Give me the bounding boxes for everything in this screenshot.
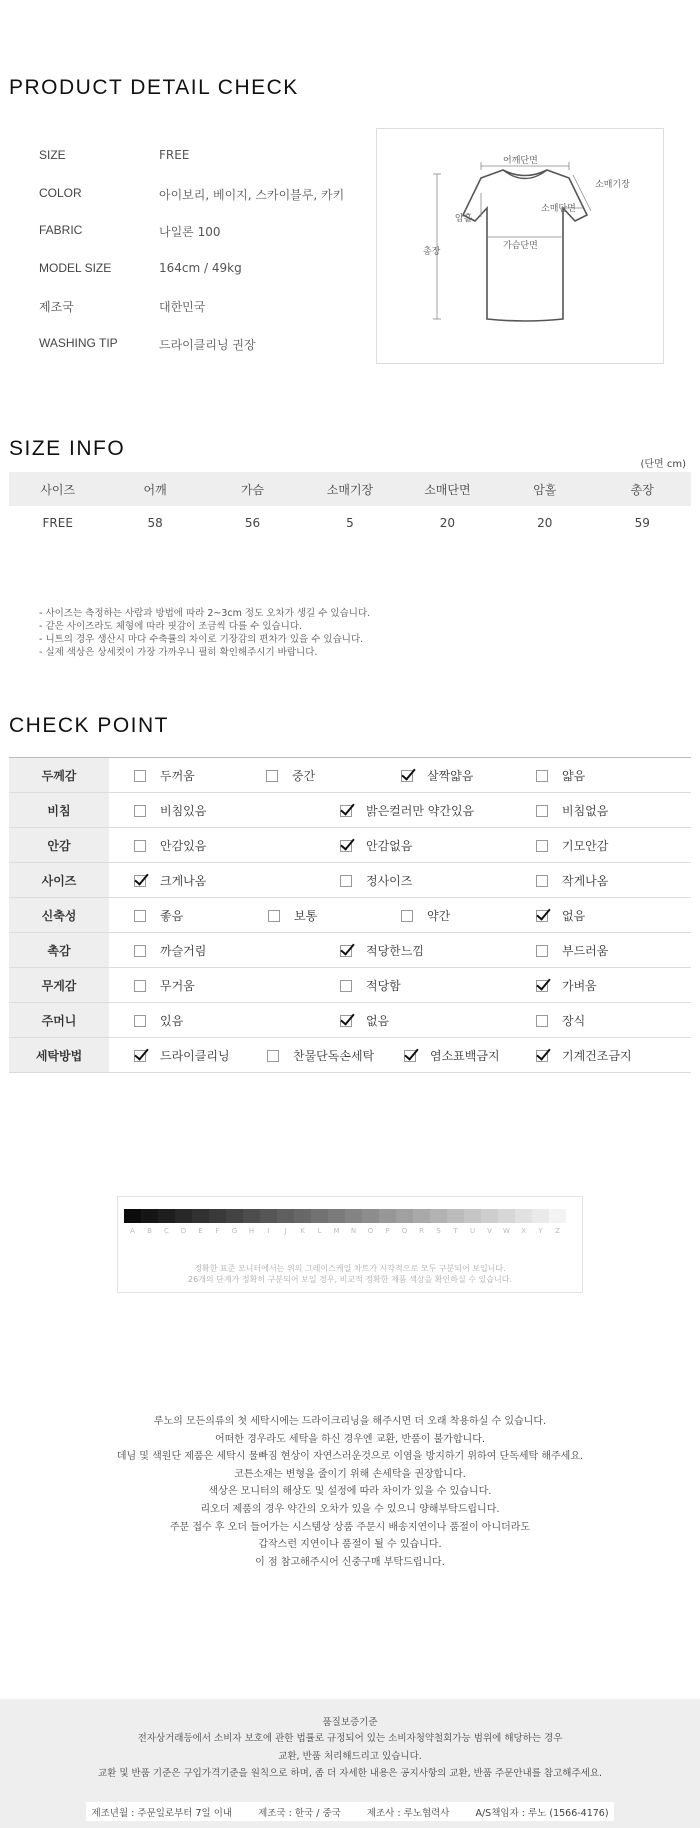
size-header-cell: 사이즈	[40, 482, 76, 497]
grayscale-step	[362, 1209, 379, 1223]
footer-country: 제조국 : 한국 / 중국	[258, 1807, 341, 1819]
size-info-title: SIZE INFO	[9, 437, 126, 460]
grayscale-step	[481, 1209, 498, 1223]
grayscale-step	[498, 1209, 515, 1223]
check-point-row	[9, 1003, 691, 1038]
check-option-label: 비침없음	[562, 804, 609, 818]
check-point-label: 비침	[9, 793, 109, 827]
checked-checkbox	[340, 945, 352, 957]
check-point-row	[9, 1038, 691, 1073]
unchecked-checkbox	[268, 910, 280, 922]
check-point-label: 사이즈	[9, 863, 109, 897]
check-option-label: 무거움	[160, 979, 195, 993]
check-option-label: 밝은컬러만 약간있음	[366, 804, 475, 818]
grayscale-step	[549, 1209, 566, 1223]
check-option-label: 안감없음	[366, 839, 413, 853]
grayscale-letter: D	[180, 1227, 187, 1235]
grayscale-step	[277, 1209, 294, 1223]
check-option-label: 기계건조금지	[562, 1049, 632, 1063]
grayscale-step	[464, 1209, 481, 1223]
check-option-label: 드라이클리닝	[160, 1049, 230, 1063]
grayscale-letter: P	[385, 1227, 390, 1235]
checked-checkbox	[340, 1015, 352, 1027]
grayscale-step	[175, 1209, 192, 1223]
unchecked-checkbox	[536, 1015, 548, 1027]
grayscale-letter: H	[248, 1227, 255, 1235]
spec-label: MODEL SIZE	[39, 260, 112, 275]
spec-row	[39, 261, 242, 275]
check-option-label: 좋음	[160, 909, 184, 923]
checked-checkbox	[536, 1050, 548, 1062]
care-notice	[0, 1413, 700, 1571]
notice-line: 어떠한 경우라도 세탁을 하신 경우엔 교환, 반품이 불가합니다.	[214, 1433, 486, 1445]
check-option-label: 안감있음	[160, 839, 207, 853]
check-option	[340, 863, 412, 898]
grayscale-letter: S	[436, 1227, 441, 1235]
size-header-cell: 총장	[630, 482, 654, 497]
checked-checkbox	[404, 1050, 416, 1062]
notice-line: 루노의 모든의류의 첫 세탁시에는 드라이크리닝을 해주시면 더 오래 착용하실 수 있습니다.	[153, 1416, 547, 1427]
check-option-label: 부드러움	[562, 944, 609, 958]
check-option	[536, 863, 608, 898]
grayscale-letter: R	[419, 1227, 424, 1235]
check-option-label: 크게나옴	[160, 874, 207, 888]
check-option	[134, 793, 206, 828]
check-option	[401, 898, 450, 933]
grayscale-step	[158, 1209, 175, 1223]
check-option-label: 기모안감	[562, 839, 609, 853]
grayscale-step	[226, 1209, 243, 1223]
spec-label: COLOR	[39, 185, 82, 200]
check-option	[134, 828, 206, 863]
check-point-row	[9, 793, 691, 828]
unchecked-checkbox	[134, 805, 146, 817]
grayscale-letter: W	[503, 1227, 510, 1235]
check-point-label: 세탁방법	[9, 1038, 109, 1072]
spec-label: 제조국	[39, 300, 74, 314]
check-option	[536, 758, 585, 793]
check-option	[404, 1038, 500, 1073]
spec-label: SIZE	[39, 148, 66, 162]
grayscale-step	[413, 1209, 430, 1223]
unchecked-checkbox	[536, 770, 548, 782]
check-point-table	[9, 757, 691, 1073]
check-point-row	[9, 933, 691, 968]
size-header-cell: 가슴	[240, 482, 265, 497]
check-option-label: 적당한느낌	[366, 944, 424, 958]
check-option-label: 약간	[427, 909, 451, 923]
grayscale-step	[141, 1209, 158, 1223]
unchecked-checkbox	[536, 840, 548, 852]
size-cell: 20	[439, 516, 456, 530]
grayscale-note	[118, 1263, 582, 1285]
grayscale-step	[243, 1209, 260, 1223]
tshirt-measure-diagram	[376, 128, 664, 364]
check-option-label: 까슬거림	[160, 944, 207, 958]
size-header-cell: 어깨	[143, 482, 167, 497]
check-option	[340, 793, 474, 828]
check-point-label: 신축성	[9, 898, 109, 932]
checked-checkbox	[536, 980, 548, 992]
size-unit: (단면 cm)	[640, 459, 686, 470]
check-point-row	[9, 828, 691, 863]
check-option	[134, 1003, 183, 1038]
notice-line: 코튼소재는 변형을 줄이기 위해 손세탁을 권장합니다.	[234, 1468, 466, 1480]
check-option-label: 있음	[160, 1014, 184, 1028]
check-point-row	[9, 898, 691, 933]
grayscale-letter: J	[284, 1227, 287, 1235]
check-option	[266, 758, 315, 793]
spec-row	[39, 148, 189, 162]
check-option	[134, 968, 195, 1003]
grayscale-letters	[124, 1227, 566, 1235]
check-option-label: 없음	[366, 1014, 390, 1028]
spec-row	[39, 186, 344, 203]
size-cell: 20	[537, 516, 553, 530]
check-option	[536, 898, 585, 933]
grayscale-letter: C	[164, 1227, 169, 1235]
footer-line: 전자상거래등에서 소비자 보호에 관한 법률로 규정되어 있는 소비자청약철회가능 범위에 해당하는 경우	[137, 1733, 563, 1744]
spec-value: FREE	[159, 148, 190, 162]
unchecked-checkbox	[340, 875, 352, 887]
product-detail-title: PRODUCT DETAIL CHECK	[9, 76, 299, 99]
notice-line: 이 점 참고해주시어 신중구매 부탁드립니다.	[255, 1556, 445, 1568]
check-option-label: 두꺼움	[160, 769, 195, 783]
grayscale-letter: V	[487, 1227, 492, 1235]
size-cell: 5	[346, 516, 354, 530]
check-option	[340, 1003, 389, 1038]
unchecked-checkbox	[134, 1015, 146, 1027]
check-option	[340, 933, 424, 968]
spec-value: 드라이클리닝 권장	[159, 337, 256, 352]
note-line: - 사이즈는 측정하는 사람과 방법에 따라 2~3cm 정도 오차가 생길 수 있습니다.	[39, 608, 371, 619]
check-option-label: 작게나옴	[562, 874, 609, 888]
grayscale-step	[430, 1209, 447, 1223]
note-line: - 같은 사이즈라도 체형에 따라 핏감이 조금씩 다를 수 있습니다.	[39, 621, 303, 632]
size-cell: 56	[244, 516, 261, 530]
grayscale-step	[515, 1209, 532, 1223]
grayscale-step	[209, 1209, 226, 1223]
size-table-header	[9, 472, 691, 506]
grayscale-note-line: 26개의 단계가 정확히 구분되어 보일 경우, 비교적 정확한 제품 색상을 확인하실 수 있습니다.	[188, 1275, 512, 1284]
checked-checkbox	[536, 910, 548, 922]
grayscale-step	[532, 1209, 549, 1223]
spec-row	[39, 223, 221, 240]
check-option-label: 적당함	[366, 979, 401, 993]
check-option-label: 살짝얇음	[427, 769, 474, 783]
grayscale-bar	[124, 1209, 566, 1223]
check-option	[340, 968, 401, 1003]
grayscale-step	[447, 1209, 464, 1223]
notice-line: 색상은 모니터의 해상도 및 설정에 따라 차이가 있을 수 있습니다.	[208, 1486, 492, 1498]
check-point-title: CHECK POINT	[9, 714, 170, 737]
grayscale-step	[192, 1209, 209, 1223]
check-point-label: 안감	[9, 828, 109, 862]
size-header-cell: 암홀	[533, 482, 557, 497]
spec-row	[39, 298, 205, 315]
size-table-row	[9, 506, 691, 540]
check-option	[536, 1003, 585, 1038]
unchecked-checkbox	[134, 910, 146, 922]
check-option	[536, 968, 597, 1003]
grayscale-letter: N	[350, 1227, 357, 1235]
grayscale-step	[260, 1209, 277, 1223]
grayscale-letter: L	[317, 1227, 322, 1235]
check-option-label: 찬물단독손세탁	[293, 1049, 375, 1063]
check-option-label: 얇음	[562, 769, 586, 783]
spec-value: 대한민국	[159, 300, 206, 314]
grayscale-chart	[117, 1196, 583, 1293]
check-point-label: 촉감	[9, 933, 109, 967]
size-table	[9, 472, 691, 540]
grayscale-note-line: 정확한 표준 모니터에서는 위의 그레이스케일 차트가 시각적으로 모두 구분되어 보입니다.	[194, 1264, 506, 1273]
check-option	[134, 933, 206, 968]
grayscale-letter: Z	[555, 1227, 560, 1235]
check-point-label: 두께감	[9, 758, 109, 792]
check-point-row	[9, 968, 691, 1003]
unchecked-checkbox	[401, 910, 413, 922]
grayscale-step	[124, 1209, 141, 1223]
check-option	[340, 828, 412, 863]
diagram-label-sleeve-width: 소매단면	[541, 204, 576, 214]
footer-line: 교환, 반품 처리해드리고 있습니다.	[278, 1750, 422, 1762]
check-option-label: 없음	[562, 909, 586, 923]
grayscale-letter: Q	[401, 1227, 408, 1235]
size-cell: FREE	[42, 516, 73, 530]
size-cell: 58	[147, 516, 163, 530]
grayscale-letter: G	[231, 1227, 238, 1235]
notice-line: 데님 및 색원단 제품은 세탁시 물빠짐 현상이 자연스러운것으로 이염을 방지하기 위하여 단독세탁 해주세요.	[116, 1451, 584, 1463]
diagram-label-length: 총장	[423, 247, 441, 257]
check-option-label: 염소표백금지	[430, 1049, 500, 1063]
grayscale-letter: E	[198, 1227, 203, 1235]
unchecked-checkbox	[134, 980, 146, 992]
spec-label: FABRIC	[39, 223, 83, 237]
grayscale-step	[328, 1209, 345, 1223]
check-option-label: 중간	[292, 769, 316, 783]
spec-value: 아이보리, 베이지, 스카이블루, 카키	[159, 187, 345, 202]
grayscale-step	[311, 1209, 328, 1223]
spec-label: WASHING TIP	[39, 335, 118, 350]
check-option	[134, 898, 183, 933]
grayscale-step	[396, 1209, 413, 1223]
unchecked-checkbox	[267, 1050, 279, 1062]
unchecked-checkbox	[134, 840, 146, 852]
check-option-label: 가벼움	[562, 979, 597, 993]
grayscale-letter: I	[267, 1227, 270, 1235]
unchecked-checkbox	[134, 945, 146, 957]
unchecked-checkbox	[340, 980, 352, 992]
check-option	[536, 793, 608, 828]
grayscale-letter: A	[130, 1227, 135, 1235]
grayscale-letter: Y	[538, 1227, 543, 1235]
check-option-label: 장식	[562, 1014, 586, 1028]
grayscale-letter: M	[333, 1227, 340, 1235]
unchecked-checkbox	[536, 875, 548, 887]
grayscale-step	[379, 1209, 396, 1223]
unchecked-checkbox	[536, 805, 548, 817]
footer-info-bar	[86, 1802, 614, 1821]
checked-checkbox	[340, 840, 352, 852]
grayscale-letter: K	[300, 1227, 305, 1235]
size-header-cell: 소매단면	[424, 482, 471, 497]
grayscale-letter: T	[453, 1227, 458, 1235]
grayscale-letter: F	[215, 1227, 220, 1235]
footer-as: A/S책임자 : 루노 (1566-4176)	[475, 1807, 609, 1819]
diagram-label-shoulder: 어깨단면	[503, 156, 538, 166]
grayscale-letter: O	[367, 1227, 374, 1235]
check-point-label: 주머니	[9, 1003, 109, 1037]
footer-title: 품질보증기준	[322, 1717, 378, 1728]
check-option-label: 보통	[294, 909, 318, 923]
note-line: - 니트의 경우 생산시 마다 수축률의 차이로 기장감의 편차가 있을 수 있습니다.	[39, 634, 364, 645]
unchecked-checkbox	[266, 770, 278, 782]
checked-checkbox	[401, 770, 413, 782]
checked-checkbox	[134, 1050, 146, 1062]
checked-checkbox	[340, 805, 352, 817]
unchecked-checkbox	[536, 945, 548, 957]
check-option-label: 정사이즈	[366, 874, 413, 888]
spec-value: 나일론 100	[159, 225, 221, 239]
check-option	[536, 828, 608, 863]
quality-footer	[0, 1699, 700, 1828]
check-point-label: 무게감	[9, 968, 109, 1002]
check-option	[134, 758, 195, 793]
check-option	[401, 758, 473, 793]
check-point-row	[9, 863, 691, 898]
notice-line: 주문 접수 후 오더 들어가는 시스템상 상품 주문시 배송지연이나 품절이 아니더라도	[169, 1521, 531, 1533]
diagram-label-chest: 가슴단면	[503, 241, 538, 251]
notice-line: 갑작스런 지연이나 품절이 될 수 있습니다.	[258, 1539, 442, 1551]
size-notes	[39, 607, 370, 659]
check-option	[134, 1038, 230, 1073]
check-option	[536, 933, 608, 968]
check-option	[536, 1038, 632, 1073]
grayscale-letter: X	[521, 1227, 526, 1235]
grayscale-step	[294, 1209, 311, 1223]
spec-value: 164cm / 49kg	[159, 260, 242, 275]
note-line: - 실제 색상은 상세컷이 가장 가까우니 필히 확인해주시기 바랍니다.	[39, 647, 318, 658]
diagram-label-sleeve-length: 소매기장	[595, 180, 630, 190]
size-cell: 59	[634, 516, 650, 530]
footer-manufactured: 제조년월 : 주문일로부터 7일 이내	[91, 1807, 233, 1819]
check-option-label: 비침있음	[160, 804, 207, 818]
grayscale-step	[345, 1209, 362, 1223]
checked-checkbox	[134, 875, 146, 887]
unchecked-checkbox	[134, 770, 146, 782]
grayscale-letter: U	[469, 1227, 476, 1235]
footer-maker: 제조사 : 루노협력사	[366, 1807, 450, 1819]
footer-line: 교환 및 반품 기준은 구입가격기준을 원칙으로 하며, 좀 더 자세한 내용은 공지사항의 교환, 반품 주문안내를 참고해주세요.	[97, 1768, 603, 1779]
check-option	[134, 863, 206, 898]
grayscale-letter: B	[147, 1227, 152, 1235]
check-point-row	[9, 758, 691, 793]
notice-line: 리오더 제품의 경우 약간의 오차가 있을 수 있으니 양해부탁드립니다.	[200, 1503, 500, 1515]
check-option	[267, 1038, 374, 1073]
check-option	[268, 898, 317, 933]
size-header-cell: 소매기장	[326, 482, 374, 497]
footer-text	[0, 1730, 700, 1783]
diagram-label-armhole: 암홀	[455, 214, 473, 224]
spec-row	[39, 336, 256, 353]
